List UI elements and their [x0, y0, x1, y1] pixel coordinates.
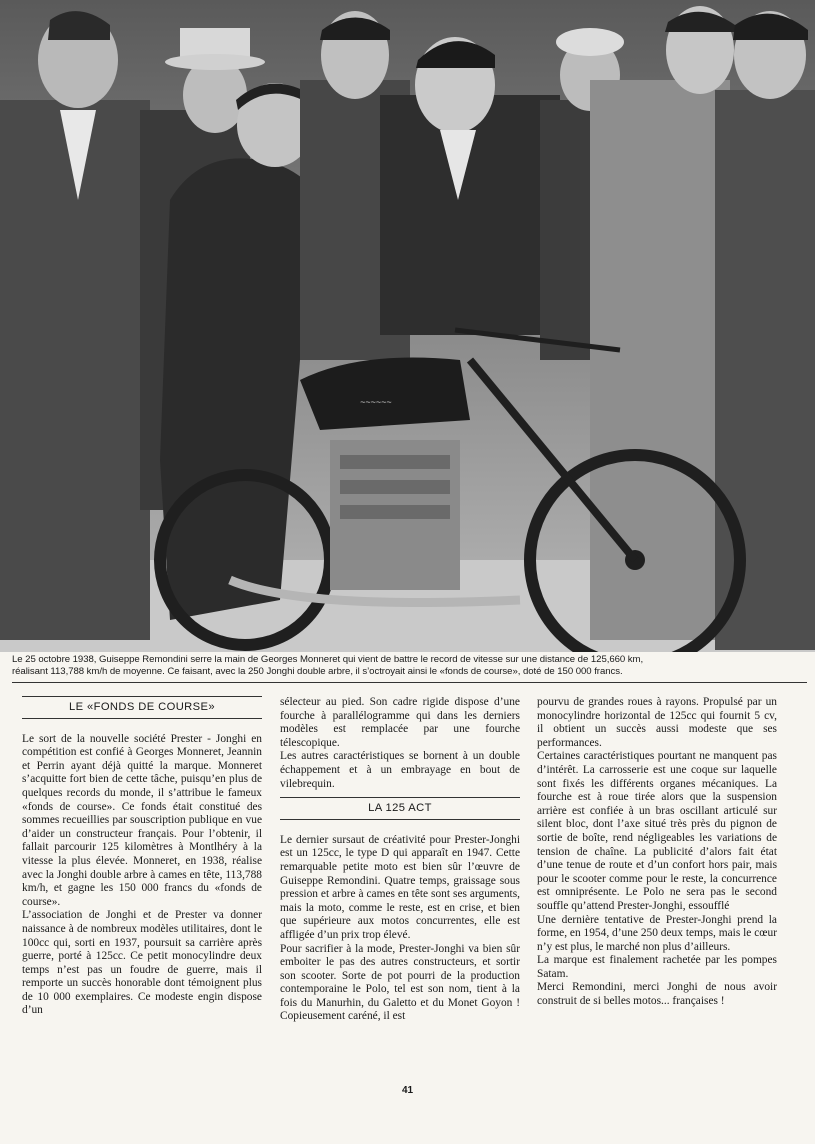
- paragraph: Une dernière tentative de Prester-Jonghi prend la forme, en 1954, d’une 250 deux temps, mais le cœur n’y est plus, le marché non plus d’ailleurs.: [537, 913, 777, 953]
- paragraph: La marque est finalement rachetée par les pompes Satam.: [537, 954, 777, 980]
- paragraph: L’association de Jonghi et de Prester va donner naissance à de nombreux modèles utilitaires, dont le 100cc qui, sorti en 1937, poursuit sa carrière après guerre, porté à 125cc. Ce petit monocylindre deux temps n’est pas un foudre de guerre, mais il remporte un succès honorable dont témoignent plus de 10 000 exemplaires. Ce modeste engin dispose d’un: [22, 909, 262, 1017]
- section-heading-125-act: LA 125 ACT: [280, 797, 520, 820]
- svg-text:~~~~~~: ~~~~~~: [360, 397, 392, 407]
- article-column-2: [280, 696, 520, 1024]
- article-column-3: [537, 696, 777, 1009]
- caption-divider: [12, 682, 807, 683]
- paragraph: Certaines caractéristiques pourtant ne manquent pas d’intérêt. La carrosserie est une coque sur laquelle sont fixés les différents organes mécaniques. La fourche est à roue tirée alors que la suspension arrière est confiée à un bras oscillant articulé sur silent bloc, dont l’axe situé très près du pignon de sortie de boîte, rend négligeables les variations de tension de chaîne. La publicité d’alors fait état d’une tenue de route et d’un confort hors pair, mais pour le scooter comme pour le reste, la concurrence est omniprésente. Le Polo ne sera pas le second souffle qu’attend Prester-Jonghi, essoufflé: [537, 750, 777, 912]
- paragraph: Pour sacrifier à la mode, Prester-Jonghi va bien sûr emboiter le pas des autres constructeurs, et sortir son scooter. Sorte de pot pourri de la production contemporaine le Polo, tel est son nom, tient à la fois du Manurhin, du Galetto et du Monet Goyon ! Copieusement caréné, il est: [280, 942, 520, 1023]
- article-column-1: [22, 696, 262, 1018]
- man-right-figure: [590, 6, 735, 640]
- paragraph: Merci Remondini, merci Jonghi de nous avoir construit de si belles motos... françaises !: [537, 981, 777, 1008]
- caption-line-1: Le 25 octobre 1938, Guiseppe Remondini serre la main de Georges Monneret qui vient de battre le record de vitesse sur une distance de 125,660 km,: [12, 654, 644, 665]
- paragraph: Le dernier sursaut de créativité pour Prester-Jonghi est un 125cc, le type D qui apparaît en 1947. Cette remarquable petite moto est bien sûr l’œuvre de Guiseppe Remondini. Quatre temps, graissage sous pression et arbre à cames en tête sont ses arguments, mais la moto, comme le reste, est en crise, et bien que supérieure aux motos concurrentes, elle est affligée d’un prix trop élevé.: [280, 833, 520, 941]
- photo-caption: [12, 654, 807, 677]
- man-far-right-figure: [715, 11, 815, 650]
- paragraph: Les autres caractéristiques se bornent à un double échappement et à un embrayage en bout de vilebrequin.: [280, 750, 520, 790]
- paragraph: pourvu de grandes roues à rayons. Propulsé par un monocylindre horizontal de 125cc qui fournit 5 cv, il obtient un succès aussi modeste que ses performances.: [537, 696, 777, 749]
- caption-line-2: réalisant 113,788 km/h de moyenne. Ce faisant, avec la 250 Jonghi double arbre, il s’octroyait ainsi le «fonds de course», doté de 150 000 francs.: [12, 665, 623, 677]
- paragraph: Le sort de la nouvelle société Prester - Jonghi en compétition est confié à Georges Monneret, Jeannin et Perrin ayant déjà quitté la marque. Monneret s’acquitte fort bien de cette tâche, puisqu’en plus de quelques records du monde, il s’attribue le fameux «fonds de course». Ce fonds était constitué des sommes recueillies par souscription publique en vue d’aider un constructeur français. Pour l’obtenir, il fallait parcourir 125 kilomètres à Montlhéry à la vitesse la plus élevée. Monneret, en 1938, réalise avec la Jonghi double arbre à cames en tête, 113,788 km/h, et gagne les 150 000 francs du «fonds de course».: [22, 732, 262, 908]
- paragraph: sélecteur au pied. Son cadre rigide dispose d’une fourche à parallélogramme qui dans les derniers modèles est remplacée par une fourche télescopique.: [280, 696, 520, 749]
- section-heading-fonds-de-course: LE «FONDS DE COURSE»: [22, 696, 262, 719]
- page-number: 41: [401, 1085, 414, 1096]
- man-left-figure: [0, 11, 150, 640]
